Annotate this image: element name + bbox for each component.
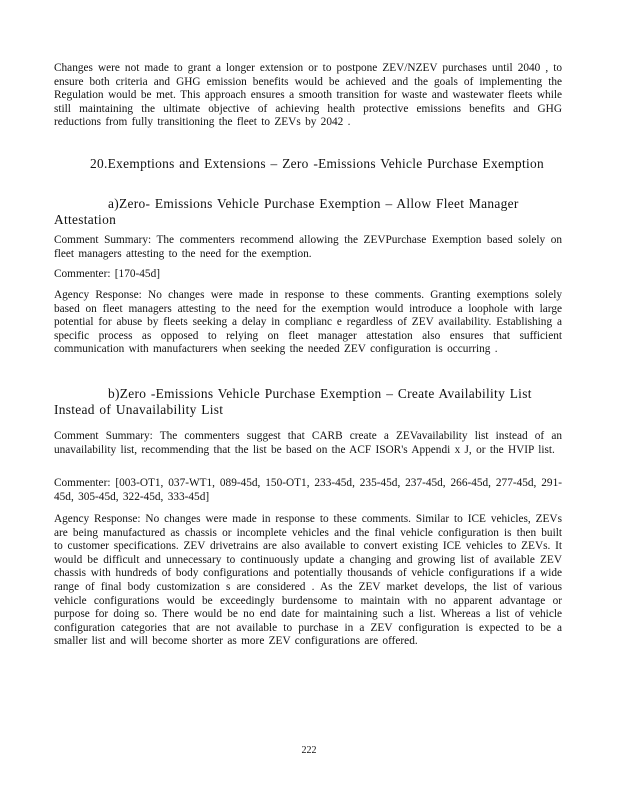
subsection-b-commenter: Commenter: [003-OT1, 037-WT1, 089-45d, 150-OT1, 233-45d, 235-45d, 237-45d, 266-45d, 277-45d, 291-45d, 305-45d, 322-45d, 333-45d]	[54, 477, 562, 503]
subsection-a-heading-text: a)Zero- Emissions Vehicle Purchase Exemption – Allow Fleet Manager Attestation	[54, 196, 519, 227]
page-number: 222	[301, 745, 317, 756]
subsection-b-heading-text: b)Zero -Emissions Vehicle Purchase Exemption – Create Availability List Instead of Unavailability List	[54, 386, 532, 417]
subsection-a-comment-summary: Comment Summary: The commenters recommend allowing the ZEVPurchase Exemption based solely on fleet managers attesting to the need for the exemption.	[54, 234, 562, 260]
subsection-a-commenter: Commenter: [170-45d]	[54, 268, 160, 280]
intro-paragraph: Changes were not made to grant a longer extension or to postpone ZEV/NZEV purchases until 2040 , to ensure both criteria and GHG emission benefits would be achieved and the goals of implementing the Regulation would be met. This approach ensures a smooth transition for waste and wastewater fleets while still maintaining the ultimate objective of achieving health protective emissions benefits and GHG reductions from fully transitioning the fleet to ZEVs by 2042 .	[54, 62, 562, 129]
subsection-b-heading	[54, 386, 562, 418]
section-heading-20	[54, 156, 562, 172]
subsection-a-heading	[54, 196, 562, 228]
section-heading-text: 20.Exemptions and Extensions – Zero -Emissions Vehicle Purchase Exemption	[90, 156, 544, 171]
subsection-b-agency-response: Agency Response: No changes were made in response to these comments. Similar to ICE vehicles, ZEVs are being manufactured as chassis or incomplete vehicles and the final vehicle configuration is then built to customer specifications. ZEV drivetrains are also available to convert existing ICE vehicles to ZEVs. It would be difficult and unnecessary to continuously update a changing and growing list of available ZEV chassis with hundreds of body configurations and potentially thousands of vehicle configurations if a wide range of final body customization s are considered . As the ZEV market develops, the list of various vehicle configurations would be exceedingly burdensome to maintain with no apparent advantage or purpose for doing so. There would be no end date for maintaining such a list. Whereas a list of vehicle configuration categories that are not available to purchase in a ZEV configuration is expected to be a smaller list and will become shorter as more ZEV configurations are offered.	[54, 513, 562, 648]
subsection-b-comment-summary: Comment Summary: The commenters suggest that CARB create a ZEVavailability list instead of an unavailability list, recommending that the list be based on the ACF ISOR's Appendi x J, or the HVIP list.	[54, 430, 562, 456]
subsection-a-agency-response: Agency Response: No changes were made in response to these comments. Granting exemptions solely based on fleet managers attesting to the need for the exemption would introduce a loophole with large potential for abuse by fleets seeking a delay in complianc e regardless of ZEV availability. Establishing a specific process as opposed to relying on fleet manager attestation also ensures that sufficient communication with manufacturers when seeking the needed ZEV configuration is occurring .	[54, 289, 562, 356]
